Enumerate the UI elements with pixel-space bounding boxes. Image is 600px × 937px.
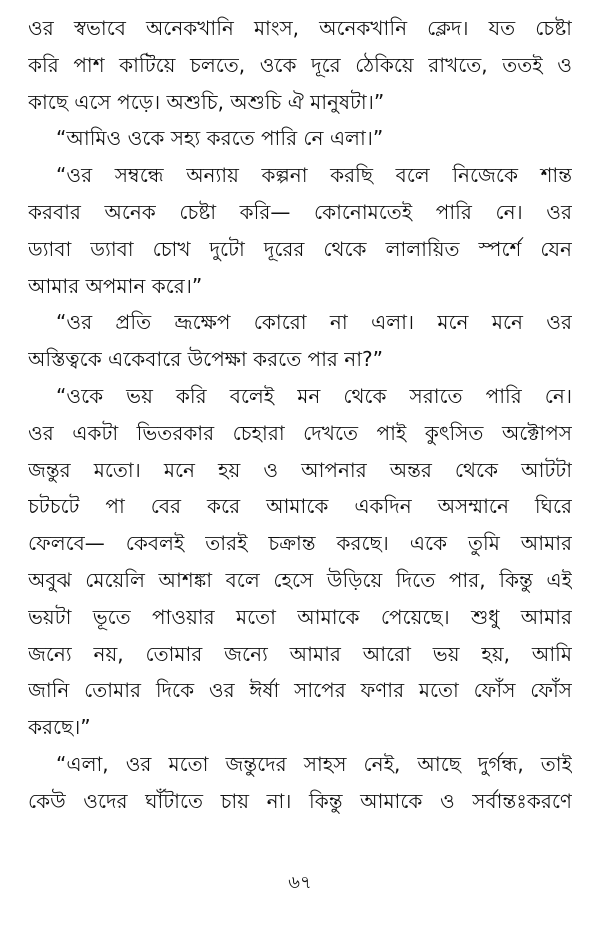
text-line: “ওকে ভয় করি বলেই মন থেকে সরাতে পারি নে।: [56, 383, 572, 408]
text-line: কেউ ওদের ঘাঁটাতে চায় না। কিন্তু আমাকে ও সর্বান্তঃকরণে: [28, 788, 572, 813]
text-line: জানি তোমার দিকে ওর ঈর্ষা সাপের ফণার মতো ফোঁস ফোঁস: [28, 678, 572, 703]
text-line: করি পাশ কাটিয়ে চলতে, ওকে দূরে ঠেকিয়ে রাখতে, ততই ও: [28, 52, 572, 77]
text-line: করবার অনেক চেষ্টা করি— কোনোমতেই পারি নে। ওর: [28, 199, 572, 224]
text-line: ভয়টা ভূতে পাওয়ার মতো আমাকে পেয়েছে। শুধু আমার: [28, 604, 572, 629]
page-body: [28, 10, 572, 820]
text-line: ওর একটা ভিতরকার চেহারা দেখতে পাই কুৎসিত অক্টোপস: [28, 420, 572, 445]
text-line: জন্তুর মতো। মনে হয় ও আপনার অন্তর থেকে আটটা: [28, 457, 572, 482]
text-line: “ওর প্রতি ভ্রূক্ষেপ কোরো না এলা। মনে মনে ওর: [56, 310, 572, 335]
text-line: “আমিও ওকে সহ্য করতে পারি নে এলা।”: [56, 126, 384, 151]
text-line: অস্তিত্বকে একেবারে উপেক্ষা করতে পার না?”: [28, 347, 384, 372]
text-line: আমার অপমান করে।”: [28, 273, 203, 298]
page-number: ৬৭: [288, 872, 312, 893]
text-line: চটচটে পা বের করে আমাকে একদিন অসম্মানে ঘিরে: [28, 494, 572, 519]
text-line: কাছে এসে পড়ে। অশুচি, অশুচি ঐ মানুষটা।”: [28, 89, 385, 114]
text-line: অবুঝ মেয়েলি আশঙ্কা বলে হেসে উড়িয়ে দিতে পার, কিন্তু এই: [28, 567, 572, 592]
text-line: ওর স্বভাবে অনেকখানি মাংস, অনেকখানি ক্লেদ। যত চেষ্টা: [28, 16, 572, 40]
text-line: ড্যাবা ড্যাবা চোখ দুটো দূরের থেকে লালায়িত স্পর্শে যেন: [28, 236, 572, 261]
text-line: জন্যে নয়, তোমার জন্যে আমার আরো ভয় হয়, আমি: [28, 641, 572, 666]
text-line: করছে।”: [28, 715, 91, 740]
text-line: ফেলবে— কেবলই তারই চক্রান্ত করছে। একে তুমি আমার: [28, 531, 572, 556]
text-line: “ওর সম্বন্ধে অন্যায় কল্পনা করছি বলে নিজেকে শান্ত: [56, 163, 572, 188]
text-line: “এলা, ওর মতো জন্তুদের সাহস নেই, আছে দুর্গন্ধ, তাই: [56, 751, 572, 776]
